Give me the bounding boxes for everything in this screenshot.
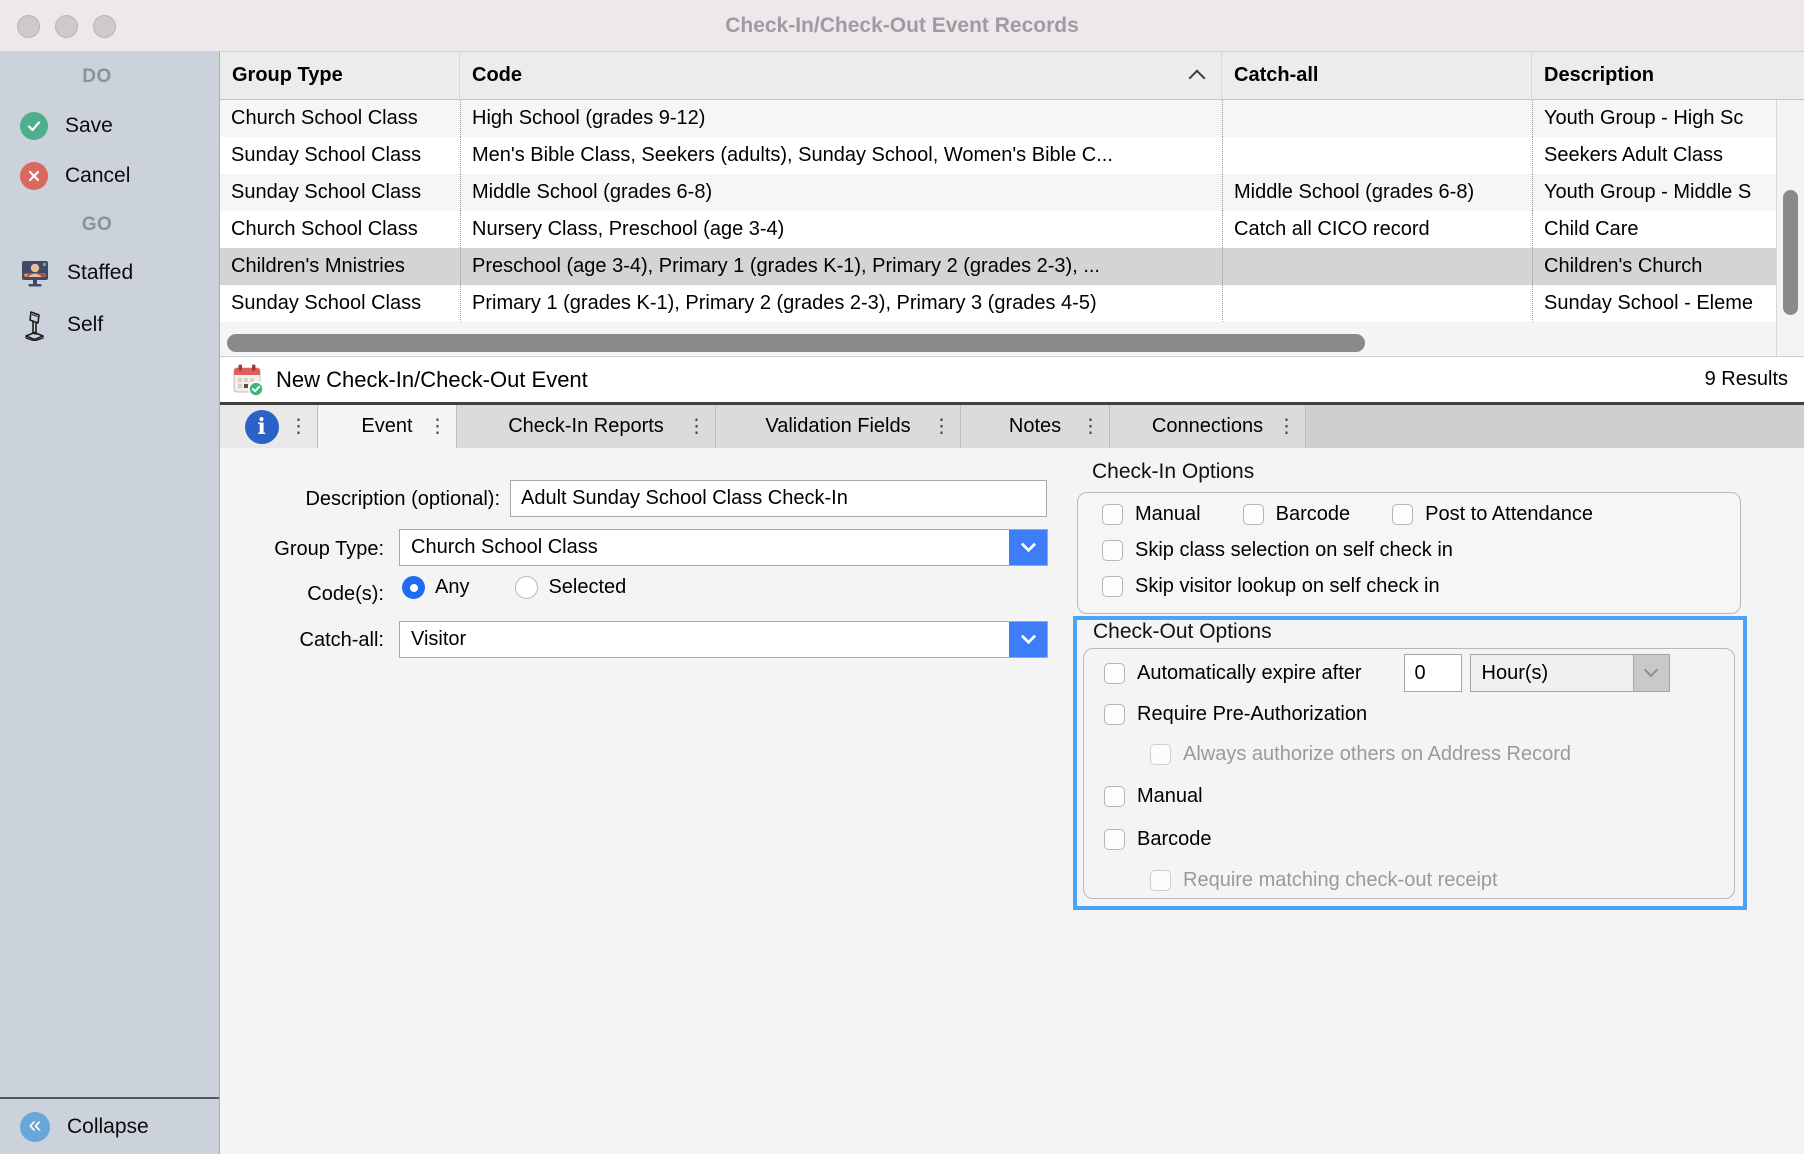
checkbox-auto-expire[interactable]	[1104, 663, 1125, 684]
cell-description: Seekers Adult Class	[1532, 137, 1804, 174]
event-tab-content	[220, 448, 1804, 1154]
results-count: 9 Results	[1704, 368, 1788, 390]
tab-menu-dots-icon[interactable]: ⋮	[1081, 416, 1100, 437]
cell-description: Child Care	[1532, 211, 1804, 248]
tab-validation-fields[interactable]	[716, 405, 961, 448]
checkbox-label: Automatically expire after	[1137, 661, 1362, 684]
cell-group-type: Church School Class	[231, 107, 418, 129]
cell-group-type: Sunday School Class	[231, 181, 422, 203]
checkbox-always-authorize-others[interactable]	[1150, 744, 1171, 765]
cell-catch-all: Catch all CICO record	[1222, 211, 1532, 248]
column-header-description[interactable]: Description	[1544, 64, 1655, 86]
cell-group-type: Children's Mnistries	[231, 255, 405, 277]
zoom-window-button[interactable]	[93, 15, 116, 38]
cell-description: Youth Group - Middle S	[1532, 174, 1804, 211]
column-header-code[interactable]: Code	[460, 52, 1222, 99]
self-kiosk-icon	[20, 309, 50, 341]
record-header	[220, 356, 1804, 402]
chevron-down-icon[interactable]	[1633, 655, 1669, 691]
cell-catch-all: Middle School (grades 6-8)	[1222, 174, 1532, 211]
column-header-catch-all[interactable]: Catch-all	[1222, 52, 1532, 99]
cell-code: Middle School (grades 6-8)	[460, 174, 1222, 211]
description-label: Description (optional):	[305, 488, 500, 510]
main-panel	[220, 52, 1804, 1154]
radio-selected-label: Selected	[548, 576, 627, 598]
table-row[interactable]	[220, 285, 1804, 322]
expire-unit-value: Hour(s)	[1481, 661, 1549, 684]
check-out-options-highlighted-panel	[1073, 616, 1747, 910]
sidebar-item-label: Self	[67, 313, 104, 336]
staffed-kiosk-icon	[20, 258, 50, 287]
codes-label: Code(s):	[307, 583, 384, 605]
cell-code: Nursery Class, Preschool (age 3-4)	[460, 211, 1222, 248]
horizontal-scrollbar-thumb[interactable]	[227, 334, 1365, 352]
vertical-scrollbar-track[interactable]	[1776, 100, 1804, 356]
check-in-options-group	[1077, 492, 1741, 614]
tab-menu-dots-icon[interactable]: ⋮	[289, 416, 308, 437]
catch-all-select[interactable]	[399, 621, 1048, 658]
traffic-lights	[17, 15, 116, 38]
codes-radio-group	[402, 576, 626, 599]
cell-description: Youth Group - High Sc	[1532, 100, 1804, 137]
sidebar-item-save[interactable]	[0, 112, 219, 140]
sidebar-item-staffed[interactable]	[0, 258, 219, 287]
checkbox-label: Manual	[1135, 502, 1201, 525]
cell-group-type: Sunday School Class	[231, 292, 422, 314]
table-row[interactable]	[220, 174, 1804, 211]
vertical-scrollbar-thumb[interactable]	[1783, 190, 1798, 315]
cell-group-type: Church School Class	[231, 218, 418, 240]
checkbox-post-to-attendance[interactable]	[1392, 504, 1413, 525]
sidebar-item-cancel[interactable]	[0, 162, 219, 190]
tab-label: Validation Fields	[765, 415, 911, 437]
table-row[interactable]	[220, 100, 1804, 137]
tab-check-in-reports[interactable]	[457, 405, 716, 448]
radio-selected[interactable]	[515, 576, 538, 599]
checkbox-label: Barcode	[1275, 502, 1351, 525]
event-records-table	[220, 52, 1804, 356]
sidebar-item-label: Staffed	[67, 260, 134, 284]
close-window-button[interactable]	[17, 15, 40, 38]
checkbox-label: Require Pre-Authorization	[1137, 702, 1368, 725]
collapse-chevrons-icon: «	[20, 1112, 50, 1142]
group-type-label: Group Type:	[274, 538, 384, 560]
chevron-down-icon[interactable]	[1009, 622, 1047, 657]
catch-all-label: Catch-all:	[299, 629, 384, 651]
collapse-label: Collapse	[67, 1114, 149, 1138]
radio-any[interactable]	[402, 576, 425, 599]
expire-hours-input[interactable]	[1404, 654, 1462, 692]
table-row-selected[interactable]	[220, 248, 1804, 285]
cell-code: Men's Bible Class, Seekers (adults), Sunday School, Women's Bible C...	[460, 137, 1222, 174]
checkbox-skip-class-selection[interactable]	[1102, 540, 1123, 561]
sidebar-collapse-button[interactable]	[0, 1097, 219, 1154]
description-input[interactable]	[510, 480, 1047, 517]
tab-label: Event	[361, 415, 413, 437]
sidebar-section-do: DO	[82, 66, 112, 87]
minimize-window-button[interactable]	[55, 15, 78, 38]
table-header-row	[220, 52, 1804, 100]
checkbox-checkin-manual[interactable]	[1102, 504, 1123, 525]
checkbox-skip-visitor-lookup[interactable]	[1102, 576, 1123, 597]
tab-menu-dots-icon[interactable]: ⋮	[687, 416, 706, 437]
checkbox-require-matching-receipt[interactable]	[1150, 870, 1171, 891]
info-icon: i	[245, 410, 279, 444]
tab-notes[interactable]	[961, 405, 1110, 448]
cell-catch-all	[1222, 100, 1532, 137]
checkbox-label: Skip class selection on self check in	[1135, 538, 1453, 561]
cell-catch-all	[1222, 285, 1532, 322]
expire-unit-select[interactable]	[1470, 654, 1670, 692]
cell-description: Sunday School - Eleme	[1532, 285, 1804, 322]
checkbox-checkin-barcode[interactable]	[1243, 504, 1264, 525]
checkbox-checkout-manual[interactable]	[1104, 786, 1125, 807]
chevron-down-icon[interactable]	[1009, 530, 1047, 565]
save-check-icon	[20, 112, 48, 140]
cell-code: Primary 1 (grades K-1), Primary 2 (grades 2-3), Primary 3 (grades 4-5)	[460, 285, 1222, 322]
tab-bar	[220, 402, 1804, 448]
checkbox-label: Manual	[1137, 784, 1203, 807]
cell-code: High School (grades 9-12)	[460, 100, 1222, 137]
group-type-select[interactable]	[399, 529, 1048, 566]
sidebar-item-label: Save	[65, 114, 113, 137]
checkbox-label: Always authorize others on Address Record	[1183, 742, 1571, 765]
window-title: Check-In/Check-Out Event Records	[725, 13, 1079, 37]
sidebar-item-self[interactable]	[0, 309, 219, 341]
titlebar	[0, 0, 1804, 52]
sidebar	[0, 52, 220, 1154]
checkbox-checkout-barcode[interactable]	[1104, 829, 1125, 850]
checkbox-label: Barcode	[1137, 827, 1212, 850]
checkbox-label: Post to Attendance	[1425, 502, 1594, 525]
tab-menu-dots-icon[interactable]: ⋮	[428, 416, 447, 437]
cell-catch-all	[1222, 137, 1532, 174]
tab-event[interactable]	[318, 405, 457, 448]
horizontal-scrollbar-track[interactable]	[220, 322, 1804, 356]
sidebar-item-label: Cancel	[65, 164, 131, 187]
checkbox-require-preauthorization[interactable]	[1104, 704, 1125, 725]
check-out-options-title: Check-Out Options	[1093, 620, 1272, 643]
checkbox-label: Skip visitor lookup on self check in	[1135, 574, 1440, 597]
cell-code: Preschool (age 3-4), Primary 1 (grades K-1), Primary 2 (grades 2-3), ...	[460, 248, 1222, 285]
check-out-options-group	[1083, 648, 1735, 899]
tab-label: Check-In Reports	[508, 415, 664, 437]
tab-info[interactable]	[220, 405, 318, 448]
sidebar-section-go: GO	[81, 214, 113, 235]
tab-menu-dots-icon[interactable]: ⋮	[1277, 416, 1296, 437]
table-row[interactable]	[220, 211, 1804, 248]
group-type-value: Church School Class	[411, 536, 598, 558]
radio-any-label: Any	[435, 576, 470, 598]
cancel-x-icon	[20, 162, 48, 190]
tab-label: Connections	[1151, 415, 1264, 437]
cell-group-type: Sunday School Class	[231, 144, 422, 166]
sort-ascending-icon	[1189, 70, 1206, 87]
column-header-group-type[interactable]: Group Type	[220, 52, 460, 99]
checkbox-label: Require matching check-out receipt	[1183, 868, 1498, 891]
tab-menu-dots-icon[interactable]: ⋮	[932, 416, 951, 437]
record-title: New Check-In/Check-Out Event	[276, 366, 588, 392]
cell-catch-all	[1222, 248, 1532, 285]
table-row[interactable]	[220, 137, 1804, 174]
calendar-check-icon	[232, 363, 264, 397]
catch-all-value: Visitor	[411, 628, 467, 650]
tab-label: Notes	[1008, 415, 1062, 437]
tab-connections[interactable]	[1110, 405, 1306, 448]
check-in-options-title: Check-In Options	[1092, 460, 1255, 483]
cell-description: Children's Church	[1532, 248, 1804, 285]
